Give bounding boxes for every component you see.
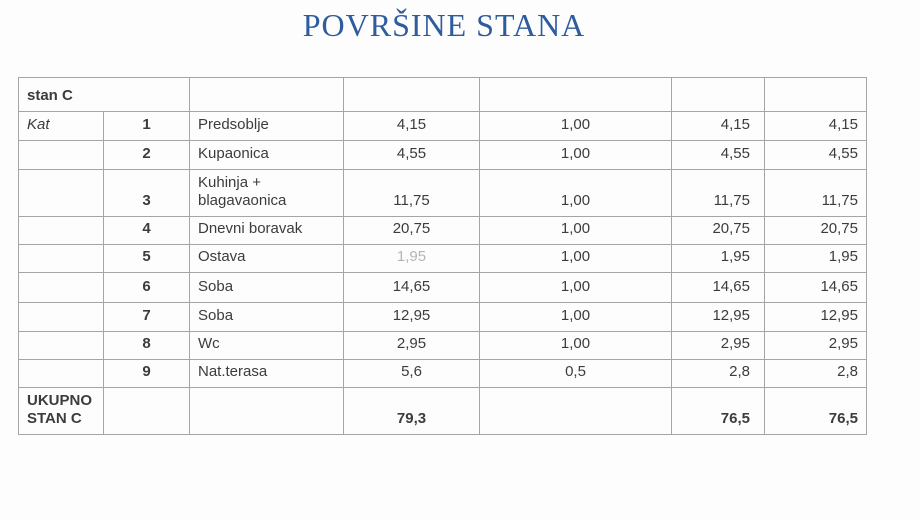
room-name-cell: Nat.terasa [190, 360, 344, 388]
coefficient-cell: 1,00 [480, 273, 672, 303]
row-number-cell: 4 [104, 217, 190, 245]
table-row [19, 112, 867, 141]
empty-cell [190, 78, 344, 112]
floor-label-cell: Kat [19, 112, 104, 141]
total-area-cell: 4,55 [765, 141, 867, 170]
reduced-area-cell: 4,55 [672, 141, 765, 170]
floor-label-cell [19, 141, 104, 170]
room-name-cell: Predsoblje [190, 112, 344, 141]
row-number-cell: 5 [104, 245, 190, 273]
area-cell: 14,65 [344, 273, 480, 303]
summary-area-cell: 79,3 [344, 388, 480, 435]
table-row [19, 303, 867, 332]
table-row [19, 332, 867, 360]
floor-label-cell [19, 303, 104, 332]
row-number-cell: 9 [104, 360, 190, 388]
table-row [19, 245, 867, 273]
table-row [19, 141, 867, 170]
summary-label-cell: UKUPNO STAN C [19, 388, 104, 435]
floor-label-cell [19, 360, 104, 388]
summary-reduced-area-cell: 76,5 [672, 388, 765, 435]
coefficient-cell: 1,00 [480, 170, 672, 217]
reduced-area-cell: 12,95 [672, 303, 765, 332]
empty-cell [480, 78, 672, 112]
total-area-cell: 1,95 [765, 245, 867, 273]
empty-cell [765, 78, 867, 112]
area-cell: 5,6 [344, 360, 480, 388]
total-area-cell: 12,95 [765, 303, 867, 332]
room-name-cell: Kuhinja + blagavaonica [190, 170, 344, 217]
room-name-cell: Soba [190, 303, 344, 332]
page-title: POVRŠINE STANA [302, 7, 586, 43]
coefficient-cell: 1,00 [480, 141, 672, 170]
table-row [19, 170, 867, 217]
total-area-cell: 2,95 [765, 332, 867, 360]
row-number-cell: 6 [104, 273, 190, 303]
row-number-cell: 2 [104, 141, 190, 170]
room-name-cell: Ostava [190, 245, 344, 273]
table-row [19, 217, 867, 245]
apartment-label-cell: stan C [19, 78, 190, 112]
floor-label-cell [19, 245, 104, 273]
coefficient-cell: 1,00 [480, 112, 672, 141]
row-number-cell: 1 [104, 112, 190, 141]
total-area-cell: 20,75 [765, 217, 867, 245]
area-cell: 2,95 [344, 332, 480, 360]
area-cell: 12,95 [344, 303, 480, 332]
reduced-area-cell: 4,15 [672, 112, 765, 141]
area-cell: 11,75 [344, 170, 480, 217]
reduced-area-cell: 2,95 [672, 332, 765, 360]
reduced-area-cell: 14,65 [672, 273, 765, 303]
area-cell: 1,95 [344, 245, 480, 273]
coefficient-cell: 1,00 [480, 245, 672, 273]
empty-cell [672, 78, 765, 112]
reduced-area-cell: 11,75 [672, 170, 765, 217]
total-area-cell: 11,75 [765, 170, 867, 217]
floor-label-cell [19, 273, 104, 303]
area-cell: 4,15 [344, 112, 480, 141]
row-number-cell: 8 [104, 332, 190, 360]
empty-cell [190, 388, 344, 435]
room-name-cell: Kupaonica [190, 141, 344, 170]
coefficient-cell: 0,5 [480, 360, 672, 388]
area-cell: 20,75 [344, 217, 480, 245]
row-number-cell: 7 [104, 303, 190, 332]
room-name-cell: Wc [190, 332, 344, 360]
empty-cell [480, 388, 672, 435]
reduced-area-cell: 20,75 [672, 217, 765, 245]
apartment-areas-table [18, 77, 867, 435]
empty-cell [344, 78, 480, 112]
room-name-cell: Soba [190, 273, 344, 303]
area-cell: 4,55 [344, 141, 480, 170]
summary-row [19, 388, 867, 435]
floor-label-cell [19, 217, 104, 245]
table-row [19, 360, 867, 388]
document-page [0, 8, 920, 520]
reduced-area-cell: 1,95 [672, 245, 765, 273]
room-name-cell: Dnevni boravak [190, 217, 344, 245]
table-row [19, 273, 867, 303]
table-header-row [19, 78, 867, 112]
summary-total-area-cell: 76,5 [765, 388, 867, 435]
floor-label-cell [19, 170, 104, 217]
total-area-cell: 14,65 [765, 273, 867, 303]
floor-label-cell [19, 332, 104, 360]
coefficient-cell: 1,00 [480, 303, 672, 332]
empty-cell [104, 388, 190, 435]
total-area-cell: 2,8 [765, 360, 867, 388]
reduced-area-cell: 2,8 [672, 360, 765, 388]
row-number-cell: 3 [104, 170, 190, 217]
total-area-cell: 4,15 [765, 112, 867, 141]
coefficient-cell: 1,00 [480, 217, 672, 245]
coefficient-cell: 1,00 [480, 332, 672, 360]
